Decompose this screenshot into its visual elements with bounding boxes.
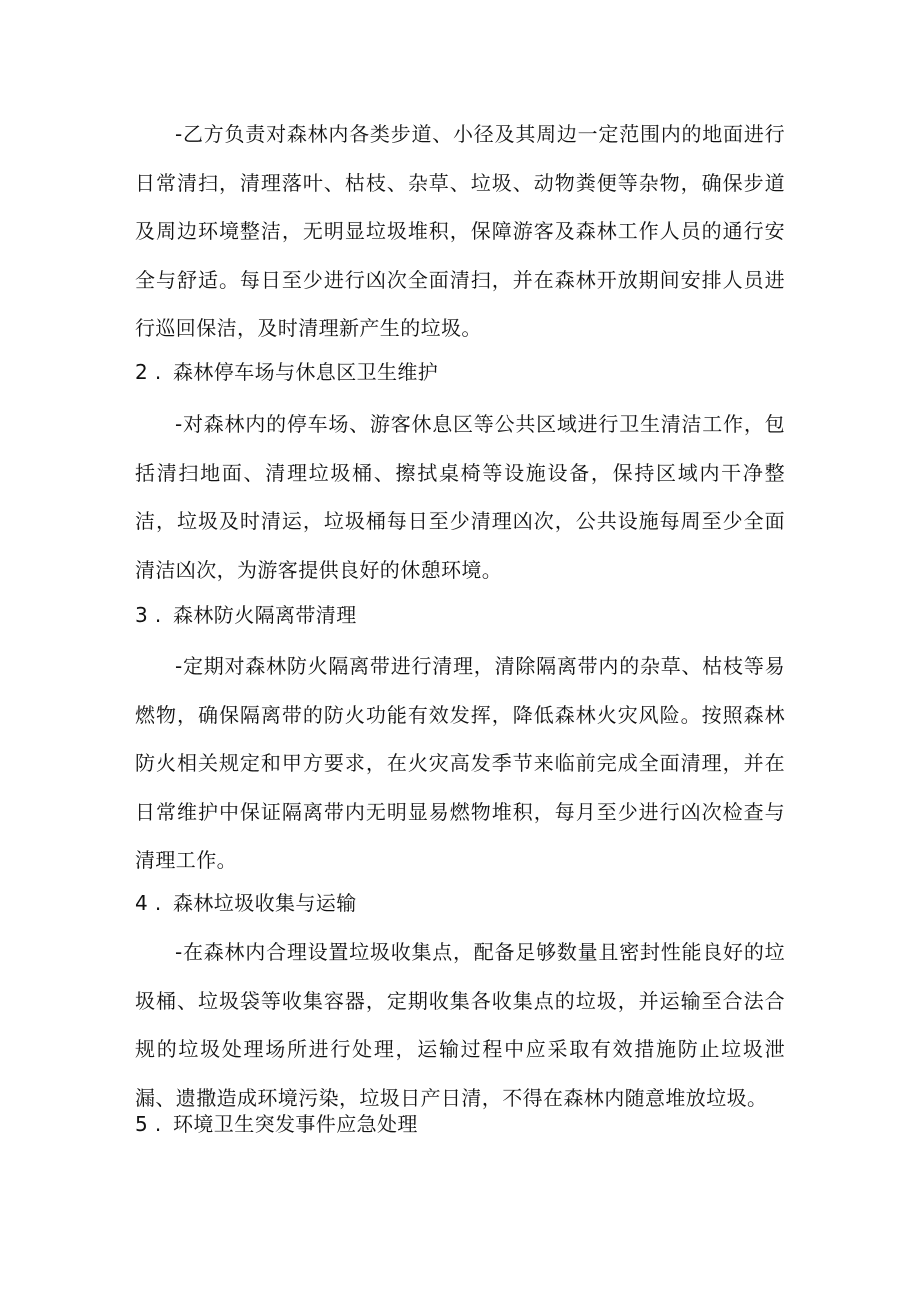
section-heading-5	[135, 1109, 785, 1139]
section-heading-3	[135, 600, 785, 630]
section-number: 5 .	[135, 1112, 162, 1136]
paragraph-trail-cleaning: -乙方负责对森林内各类步道、小径及其周边一定范围内的地面进行日常清扫，清理落叶、枯枝、杂草、垃圾、动物粪便等杂物，确保步道及周边环境整洁，无明显垃圾堆积，保障游客及森林工作人员的通行安全与舒适。每日至少进行凶次全面清扫，并在森林开放期间安排人员进行巡回保洁，及时清理新产生的垃圾。	[135, 122, 785, 340]
section-title: 森林垃圾收集与运输	[173, 891, 357, 915]
section-number: 2 .	[135, 360, 162, 384]
paragraph-firebreak-cleaning: -定期对森林防火隔离带进行清理，清除隔离带内的杂草、枯枝等易燃物，确保隔离带的防火功能有效发挥，降低森林火灾风险。按照森林防火相关规定和甲方要求，在火灾高发季节来临前完成全面清理，并在日常维护中保证隔离带内无明显易燃物堆积，每月至少进行凶次检查与清理工作。	[135, 654, 785, 872]
section-title: 森林防火隔离带清理	[173, 603, 357, 627]
section-number: 3 .	[135, 603, 162, 627]
paragraph-waste-collection: -在森林内合理设置垃圾收集点，配备足够数量且密封性能良好的垃圾桶、垃圾袋等收集容器，定期收集各收集点的垃圾，并运输至合法合规的垃圾处理场所进行处理，运输过程中应采取有效措施防止垃圾泄漏、遗撒造成环境污染，垃圾日产日清，不得在森林内随意堆放垃圾。	[135, 940, 785, 1110]
section-number: 4 .	[135, 891, 162, 915]
section-title: 环境卫生突发事件应急处理	[173, 1112, 418, 1136]
section-title: 森林停车场与休息区卫生维护	[173, 360, 439, 384]
paragraph-parking-rest-area: -对森林内的停车场、游客休息区等公共区域进行卫生清洁工作，包括清扫地面、清理垃圾桶、擦拭桌椅等设施设备，保持区域内干净整洁，垃圾及时清运，垃圾桶每日至少清理凶次，公共设施每周至少全面清洁凶次，为游客提供良好的休憩环境。	[135, 412, 785, 582]
section-heading-4	[135, 888, 785, 918]
section-heading-2	[135, 357, 785, 387]
